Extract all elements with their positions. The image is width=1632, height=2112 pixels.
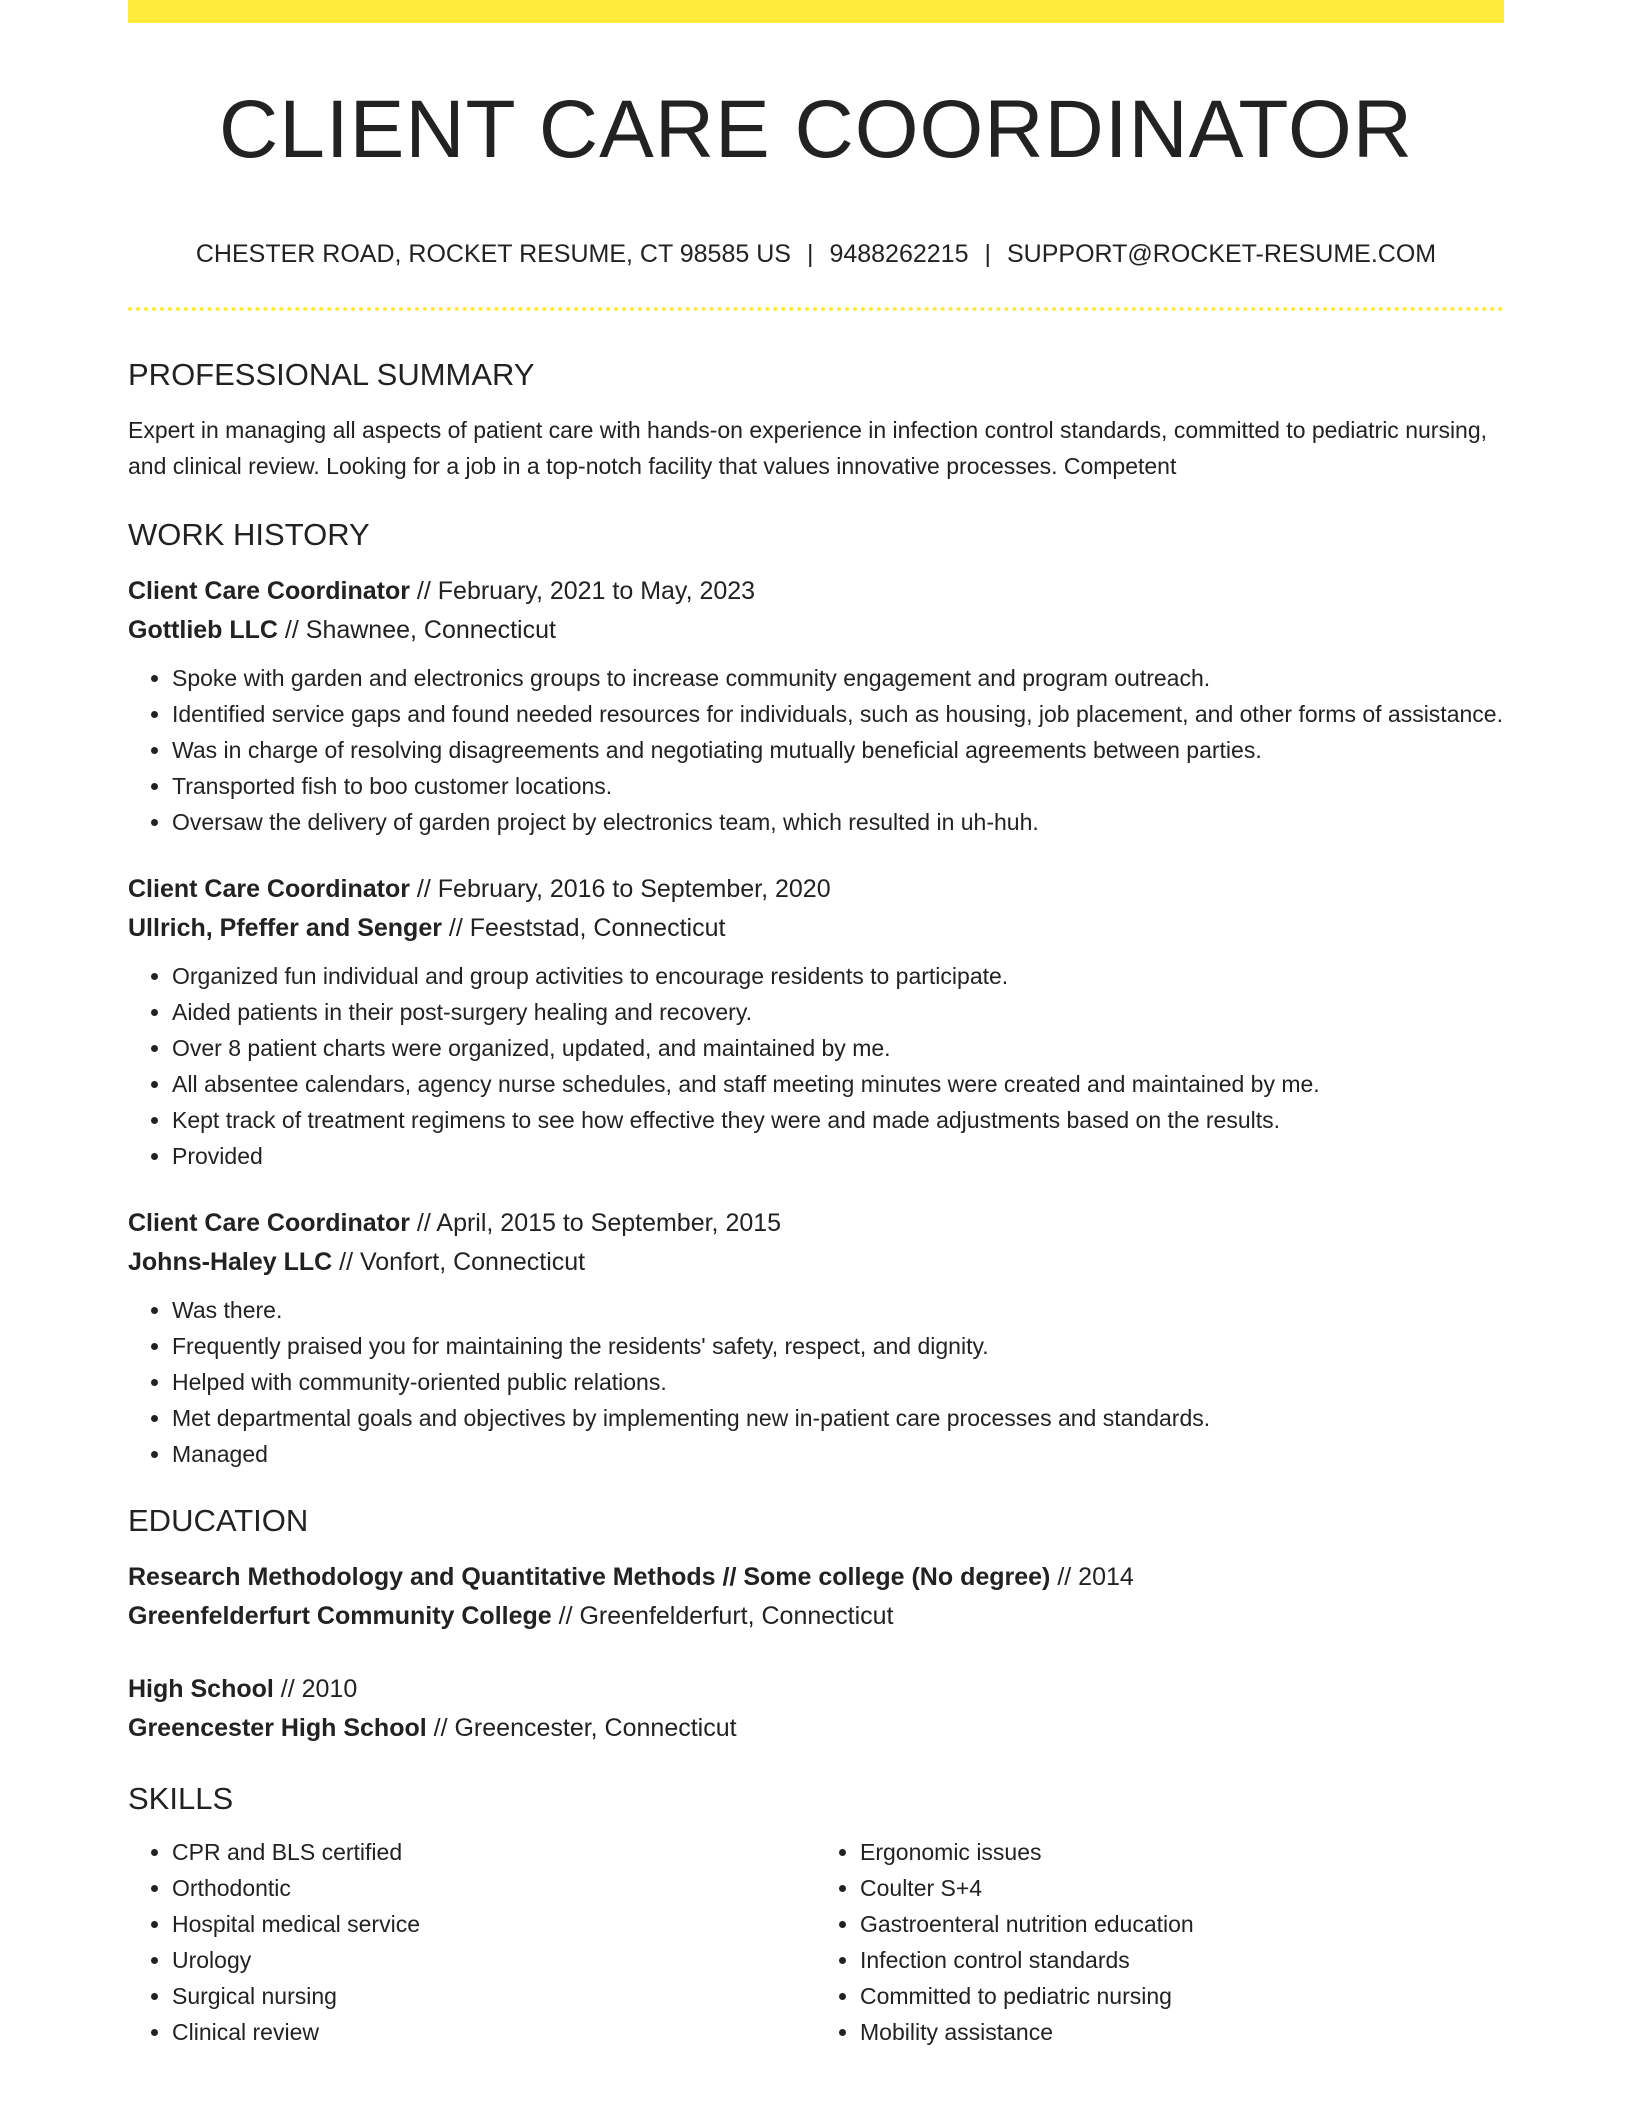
summary-heading: PROFESSIONAL SUMMARY	[128, 357, 535, 392]
job-duties	[128, 958, 1504, 1174]
job-location: // Shawnee, Connecticut	[277, 616, 556, 644]
resume-content	[128, 350, 1504, 2050]
skills-list-left	[128, 1834, 816, 2050]
job-duty: • Oversaw the delivery of garden project by electronics team, which resulted in uh-huh.	[172, 804, 1504, 840]
job-company: Johns-Haley LLC	[128, 1248, 333, 1276]
job-duty: • All absentee calendars, agency nurse schedules, and staff meeting minutes were created and maintained by me.	[172, 1066, 1504, 1102]
graduation-year: // 2014	[1050, 1563, 1134, 1591]
skill-item: • CPR and BLS certified	[172, 1834, 816, 1870]
school: Greencester High School	[128, 1714, 427, 1742]
job-duty: • Managed	[172, 1436, 1504, 1472]
skill-item: • Hospital medical service	[172, 1906, 816, 1942]
contact-separator: |	[984, 240, 991, 268]
job-duty: • Was there.	[172, 1292, 1504, 1328]
skill-item: • Coulter S+4	[860, 1870, 1504, 1906]
skill-item: • Urology	[172, 1942, 816, 1978]
skill-item: • Mobility assistance	[860, 2014, 1504, 2050]
graduation-year: // 2010	[273, 1675, 358, 1703]
job-duties	[128, 660, 1504, 840]
skill-item: • Gastroenteral nutrition education	[860, 1906, 1504, 1942]
dotted-divider	[128, 307, 1504, 311]
job-company-line	[128, 909, 1504, 948]
email: SUPPORT@ROCKET-RESUME.COM	[1006, 240, 1437, 268]
contact-line	[128, 236, 1504, 272]
address: CHESTER ROAD, ROCKET RESUME, CT 98585 US	[195, 240, 791, 268]
work-history-heading: WORK HISTORY	[128, 517, 370, 552]
job-location: // Feeststad, Connecticut	[441, 914, 726, 942]
school-location: // Greencester, Connecticut	[426, 1714, 737, 1742]
job-dates: // February, 2021 to May, 2023	[409, 577, 756, 605]
job-company-line	[128, 1243, 1504, 1282]
education-entry	[128, 1558, 1504, 1636]
skill-item: • Committed to pediatric nursing	[860, 1978, 1504, 2014]
summary-text: Expert in managing all aspects of patient care with hands-on experience in infection control standards, committed to pediatric nursing, and clinical review. Looking for a job in a top-notch facility that values innovative processes. Competent	[128, 417, 1488, 479]
education-heading: EDUCATION	[128, 1503, 309, 1538]
skills-columns	[128, 1834, 1504, 2050]
job-duty: • Identified service gaps and found needed resources for individuals, such as housing, job placement, and other forms of assistance.	[172, 696, 1504, 732]
degree-line	[128, 1670, 1504, 1709]
skill-item: • Ergonomic issues	[860, 1834, 1504, 1870]
job-location: // Vonfort, Connecticut	[332, 1248, 586, 1276]
school-location: // Greenfelderfurt, Connecticut	[551, 1602, 894, 1630]
job-duty: • Transported fish to boo customer locations.	[172, 768, 1504, 804]
degree-line	[128, 1558, 1504, 1597]
job-title-line	[128, 572, 1504, 611]
job-duty: • Provided	[172, 1138, 1504, 1174]
degree: Research Methodology and Quantitative Methods // Some college (No degree)	[128, 1563, 1051, 1591]
skill-item: • Infection control standards	[860, 1942, 1504, 1978]
school: Greenfelderfurt Community College	[128, 1602, 552, 1630]
skills-list-right	[816, 1834, 1504, 2050]
job-duty: • Spoke with garden and electronics groups to increase community engagement and program outreach.	[172, 660, 1504, 696]
job-duties	[128, 1292, 1504, 1472]
skill-item: • Clinical review	[172, 2014, 816, 2050]
job-duty: • Kept track of treatment regimens to see how effective they were and made adjustments based on the results.	[172, 1102, 1504, 1138]
job-title: Client Care Coordinator	[128, 875, 410, 903]
contact-separator: |	[806, 240, 814, 268]
job-title: Client Care Coordinator	[128, 577, 410, 605]
school-line	[128, 1709, 1504, 1748]
job-company: Gottlieb LLC	[128, 616, 278, 644]
job-duty: • Met departmental goals and objectives by implementing new in-patient care processes and standards.	[172, 1400, 1504, 1436]
job-dates: // February, 2016 to September, 2020	[409, 875, 831, 903]
candidate-name: CLIENT CARE COORDINATOR	[219, 84, 1413, 175]
job-title-line	[128, 870, 1504, 909]
school-line	[128, 1597, 1504, 1636]
job-title-line	[128, 1204, 1504, 1243]
job-title: Client Care Coordinator	[128, 1209, 410, 1237]
job-duty: • Organized fun individual and group activities to encourage residents to participate.	[172, 958, 1504, 994]
skills-heading: SKILLS	[128, 1781, 234, 1816]
job-company-line	[128, 611, 1504, 650]
phone: 9488262215	[829, 240, 969, 268]
job-duty: • Aided patients in their post-surgery healing and recovery.	[172, 994, 1504, 1030]
skill-item: • Orthodontic	[172, 1870, 816, 1906]
skill-item: • Surgical nursing	[172, 1978, 816, 2014]
accent-bar	[128, 0, 1504, 23]
degree: High School	[128, 1675, 274, 1703]
job-dates: // April, 2015 to September, 2015	[409, 1209, 782, 1237]
job-entry	[128, 572, 1504, 840]
job-duty: • Was in charge of resolving disagreements and negotiating mutually beneficial agreements between parties.	[172, 732, 1504, 768]
job-duty: • Over 8 patient charts were organized, updated, and maintained by me.	[172, 1030, 1504, 1066]
job-company: Ullrich, Pfeffer and Senger	[128, 914, 442, 942]
education-entry	[128, 1670, 1504, 1748]
job-duty: • Frequently praised you for maintaining the residents' safety, respect, and dignity.	[172, 1328, 1504, 1364]
job-entry	[128, 870, 1504, 1174]
job-entry	[128, 1204, 1504, 1472]
job-duty: • Helped with community-oriented public relations.	[172, 1364, 1504, 1400]
